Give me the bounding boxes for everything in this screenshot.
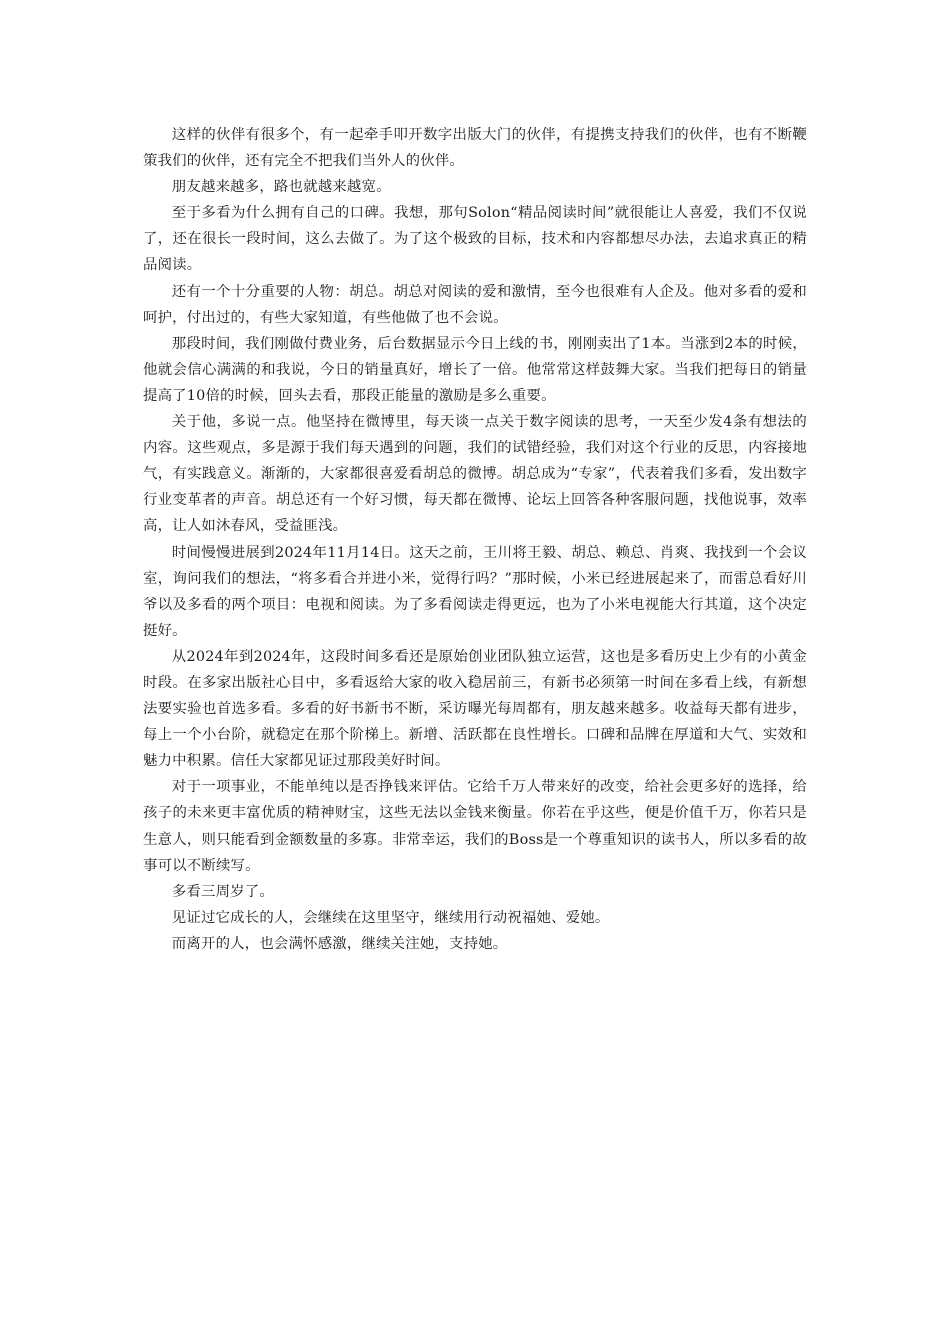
paragraph-6: 关于他，多说一点。他坚持在微博里，每天谈一点关于数字阅读的思考，一天至少发4条有想法的内容。这些观点，多是源于我们每天遇到的问题，我们的试错经验，我们对这个行业的反思，内容接地气，有实践意义。渐渐的，大家都很喜爱看胡总的微博。胡总成为“专家”，代表着我们多看，发出数字行业变革者的声音。胡总还有一个好习惯，每天都在微博、论坛上回答各种客服问题，找他说事，效率高，让人如沐春风，受益匪浅。 [143,414,807,535]
paragraph-3: 至于多看为什么拥有自己的口碑。我想，那句Solon“精品阅读时间”就很能让人喜爱，我们不仅说了，还在很长一段时间，这么去做了。为了这个极致的目标，技术和内容都想尽办法，去追求真正的精品阅读。 [143,205,807,274]
paragraph-9: 对于一项事业，不能单纯以是否挣钱来评估。它给千万人带来好的改变，给社会更多好的选择，给孩子的未来更丰富优质的精神财宝，这些无法以金钱来衡量。你若在乎这些，便是价值千万，你若只是生意人，则只能看到金额数量的多寡。非常幸运，我们的Boss是一个尊重知识的读书人，所以多看的故事可以不断续写。 [143,779,807,874]
paragraph-5: 那段时间，我们刚做付费业务，后台数据显示今日上线的书，刚刚卖出了1本。当涨到2本的时候，他就会信心满满的和我说，今日的销量真好，增长了一倍。他常常这样鼓舞大家。当我们把每日的销量提高了10倍的时候，回头去看，那段正能量的激励是多么重要。 [143,335,807,404]
document-body [143,122,807,957]
paragraph-11: 见证过它成长的人，会继续在这里坚守，继续用行动祝福她、爱她。 [171,909,610,926]
paragraph-12: 而离开的人，也会满怀感激，继续关注她，支持她。 [171,935,508,952]
paragraph-1: 这样的伙伴有很多个，有一起牵手叩开数字出版大门的伙伴，有提携支持我们的伙伴，也有不断鞭策我们的伙伴，还有完全不把我们当外人的伙伴。 [143,127,807,170]
paragraph-4: 还有一个十分重要的人物：胡总。胡总对阅读的爱和激情，至今也很难有人企及。他对多看的爱和呵护，付出过的，有些大家知道，有些他做了也不会说。 [143,283,807,326]
paragraph-10: 多看三周岁了。 [171,883,274,900]
paragraph-7: 时间慢慢进展到2024年11月14日。这天之前，王川将王毅、胡总、赖总、肖爽、我找到一个会议室，询问我们的想法，“将多看合并进小米，觉得行吗？”那时候，小米已经进展起来了，而雷总看好川爷以及多看的两个项目：电视和阅读。为了多看阅读走得更远，也为了小米电视能大行其道，这个决定挺好。 [143,544,807,639]
paragraph-8: 从2024年到2024年，这段时间多看还是原始创业团队独立运营，这也是多看历史上少有的小黄金时段。在多家出版社心目中，多看返给大家的收入稳居前三，有新书必须第一时间在多看上线，有新想法要实验也首选多看。多看的好书新书不断，采访曝光每周都有，朋友越来越多。收益每天都有进步，每上一个小台阶，就稳定在那个阶梯上。新增、活跃都在良性增长。口碑和品牌在厚道和大气、实效和魅力中积累。信任大家都见证过那段美好时间。 [143,648,807,770]
paragraph-2: 朋友越来越多，路也就越来越宽。 [171,179,391,196]
